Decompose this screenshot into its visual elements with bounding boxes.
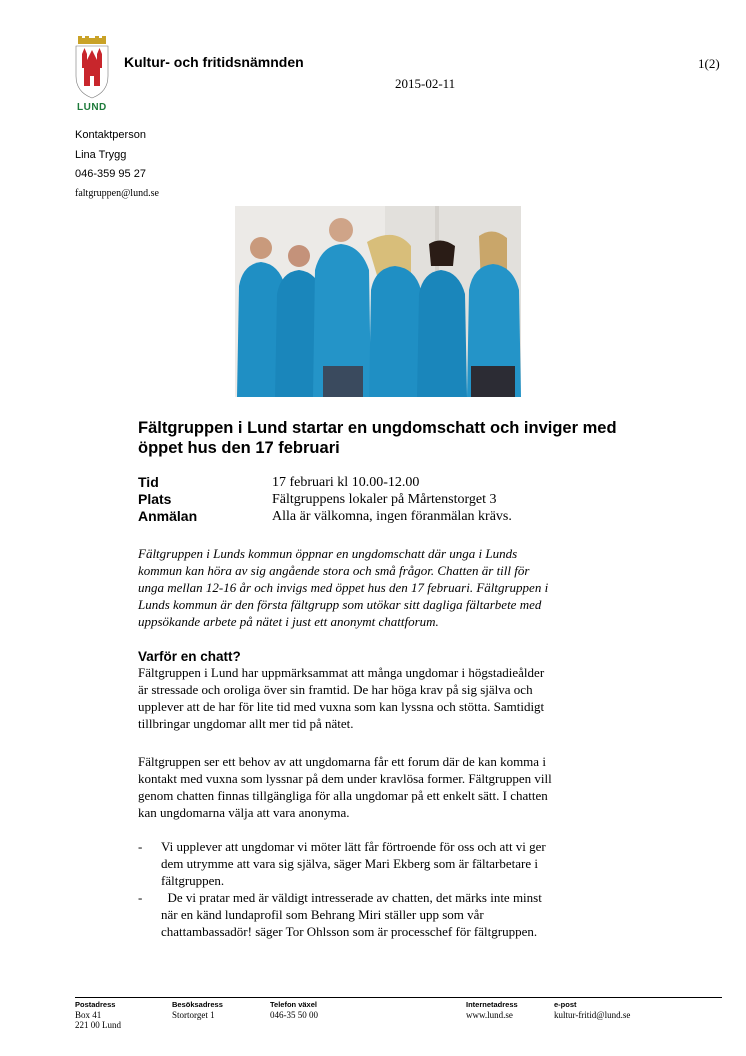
headline: Fältgruppen i Lund startar en ungdomschatt och inviger med öppet hus den 17 februari: [138, 419, 617, 457]
footer-value: Box 41: [75, 1010, 102, 1020]
footer-website: [466, 1000, 518, 1020]
event-label-time: Tid: [138, 474, 159, 490]
event-label-place: Plats: [138, 491, 172, 507]
intro-line: unga mellan 12-16 år och invigs med öppet hus den 17 februari. Fältgruppen i: [138, 580, 549, 595]
bullet-marker: -: [138, 890, 143, 905]
intro-paragraph: [138, 545, 618, 630]
paragraph-line: Fältgruppen ser ett behov av att ungdomarna får ett forum där de kan komma i: [138, 754, 546, 769]
contact-name: Lina Trygg: [75, 149, 127, 161]
body-paragraph-2: [138, 753, 618, 821]
lund-coat-of-arms-logo: [72, 36, 112, 116]
paragraph-line: är stressade och oroliga över sin framtid. De har höga krav på sig själva och: [138, 682, 533, 697]
footer-value[interactable]: www.lund.se: [466, 1010, 513, 1020]
paragraph-line: tillbringar ungdomar allt mer tid på nätet.: [138, 716, 354, 731]
paragraph-line: kan ungdomarna välja att vara anonyma.: [138, 805, 350, 820]
bullet-line: De vi pratar med är väldigt intresserade av chatten, det märks inte minst: [161, 890, 542, 905]
footer-label: e-post: [554, 1000, 577, 1009]
paragraph-line: upplever att de har för lite tid med vuxna som kan lyssna och stötta. Samtidigt: [138, 699, 545, 714]
quote-bullet-1: [161, 838, 621, 889]
footer-label: Telefon växel: [270, 1000, 317, 1009]
footer-value[interactable]: kultur-fritid@lund.se: [554, 1010, 631, 1020]
footer-label: Postadress: [75, 1000, 116, 1009]
section-heading: Varför en chatt?: [138, 649, 241, 664]
footer-visiting-address: [172, 1000, 223, 1020]
body-paragraph-1: [138, 664, 618, 732]
footer-phone: [270, 1000, 318, 1020]
contact-label: Kontaktperson: [75, 129, 146, 141]
contact-email[interactable]: faltgruppen@lund.se: [75, 188, 159, 199]
footer-label: Internetadress: [466, 1000, 518, 1009]
bullet-line: dem utrymme att vara sig själva, säger Mari Ekberg som är fältarbetare i: [161, 856, 538, 871]
logo-text: LUND: [77, 102, 107, 113]
event-value-registration: Alla är välkomna, ingen föranmälan krävs.: [272, 509, 512, 524]
event-value-place: Fältgruppens lokaler på Mårtenstorget 3: [272, 492, 497, 507]
paragraph-line: Fältgruppen i Lund har uppmärksammat att många ungdomar i högstadieålder: [138, 665, 545, 680]
intro-line: uppsökande arbete på nätet i just ett anonymt chattforum.: [138, 614, 439, 629]
contact-phone: 046-359 95 27: [75, 168, 146, 180]
bullet-line: fältgruppen.: [161, 873, 225, 888]
footer-value: Stortorget 1: [172, 1010, 215, 1020]
intro-line: Lunds kommun är den första fältgrupp som utökar sitt dagliga fältarbete med: [138, 597, 542, 612]
bullet-line: Vi upplever att ungdomar vi möter lätt får förtroende för oss och att vi ger: [161, 839, 546, 854]
intro-line: Fältgruppen i Lunds kommun öppnar en ungdomschatt där unga i Lunds: [138, 546, 518, 561]
footer-postal-address: [75, 1000, 121, 1030]
event-label-registration: Anmälan: [138, 508, 198, 524]
page-number: 1(2): [698, 56, 720, 71]
footer-value: 046-35 50 00: [270, 1010, 318, 1020]
footer-label: Besöksadress: [172, 1000, 223, 1009]
footer-email: [554, 1000, 630, 1020]
footer-divider: [75, 997, 722, 998]
paragraph-line: genom chatten finnas tillgängliga för alla ungdomar på ett enkelt sätt. I chatten: [138, 788, 548, 803]
bullet-line: chattambassadör! säger Tor Ohlsson som är processchef för fältgruppen.: [161, 924, 538, 939]
bullet-marker: -: [138, 839, 143, 854]
intro-line: kommun kan höra av sig angående stora och små frågor. Chatten är till för: [138, 563, 530, 578]
quote-bullet-2: [161, 889, 621, 940]
paragraph-line: kontakt med vuxna som lyssnar på dem under kravlösa former. Fältgruppen vill: [138, 771, 552, 786]
event-value-time: 17 februari kl 10.00-12.00: [272, 475, 420, 490]
bullet-line: när en känd lundaprofil som Behrang Miri ställer upp som vår: [161, 907, 484, 922]
team-photo: [235, 206, 521, 397]
footer-value: 221 00 Lund: [75, 1020, 121, 1030]
organization-name: Kultur- och fritidsnämnden: [124, 54, 304, 70]
document-date: 2015-02-11: [395, 76, 456, 91]
